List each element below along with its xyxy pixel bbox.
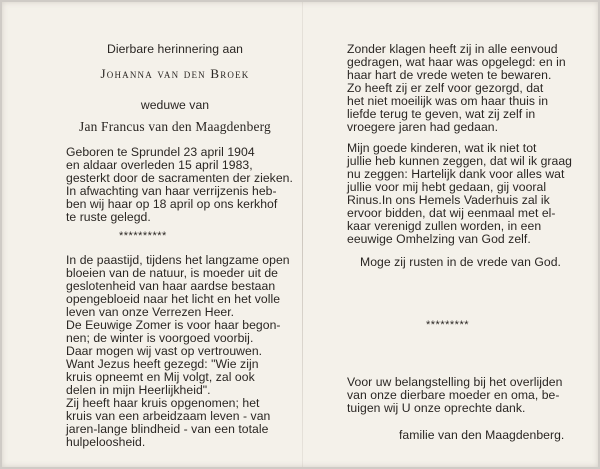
text-line: haar hart de vrede weten te bewaren.: [347, 68, 552, 82]
text-line: In de paastijd, tijdens het langzame open: [66, 253, 290, 267]
text-line: vroegere jaren had gedaan.: [347, 120, 499, 134]
text-line: bloeien van de natuur, is moeder uit de: [66, 266, 278, 280]
text-line: nen; de winter is voorgoed voorbij.: [66, 331, 254, 345]
text-line: tuigen wij U onze oprechte dank.: [347, 401, 526, 415]
text-line: Rinus.In ons Hemels Vaderhuis zal ik: [347, 193, 550, 207]
text-line: Want Jezus heeft gezegd: "Wie zijn: [66, 357, 259, 371]
prayer-text: Moge zij rusten in de vrede van God.: [360, 255, 561, 269]
widow-text: weduwe van: [140, 98, 210, 112]
bio-line: In afwachting van haar verrijzenis heb-: [66, 184, 277, 198]
text-line: kruis van een arbeidzaam leven - van: [66, 409, 271, 423]
text-line: het niet moeilijk was om haar thuis in: [347, 94, 549, 108]
text-line: delen in mijn Heerlijkheid".: [66, 383, 211, 397]
memorial-card: [2, 2, 598, 467]
text-line: jullie heb kunnen zeggen, dat wil ik graag: [347, 154, 573, 168]
husband-name: Jan Francus van den Maagdenberg: [79, 119, 271, 134]
bio-line: Geboren te Sprundel 23 april 1904: [66, 145, 255, 159]
text-line: eeuwige Omhelzing van God zelf.: [347, 232, 531, 246]
text-line: liefde terug te geven, wat zij zelf in: [347, 107, 536, 121]
text-line: jullie voor mij hebt gedaan, gij vooral: [347, 180, 547, 194]
divider-stars: **********: [119, 230, 167, 242]
bio-line: ben wij haar op 18 april op ons kerkhof: [66, 197, 278, 211]
bio-line: en aldaar overleden 15 april 1983,: [66, 158, 253, 172]
text-line: nu zeggen: Hartelijk dank voor alles wat: [347, 167, 565, 181]
text-line: kaar verenigd zullen worden, in een: [347, 219, 542, 233]
text-line: hulpeloosheid.: [66, 435, 146, 449]
text-line: leven van onze Verrezen Heer.: [66, 305, 235, 319]
text-line: Daar mogen wij vast op vertrouwen.: [66, 344, 263, 358]
text-line: van onze dierbare moeder en oma, be-: [347, 388, 560, 402]
intro-text: Dierbare herinnering aan: [106, 42, 244, 56]
text-line: ervoor bidden, dat wij eenmaal met el-: [347, 206, 556, 220]
text-line: Voor uw belangstelling bij het overlijden: [347, 375, 563, 389]
divider-stars: *********: [426, 319, 470, 331]
bio-line: te ruste gelegd.: [66, 210, 151, 224]
family-signature: familie van den Maagdenberg.: [399, 428, 565, 442]
text-line: Zonder klagen heeft zij in alle eenvoud: [347, 42, 558, 56]
text-line: Mijn goede kinderen, wat ik niet tot: [347, 141, 537, 155]
text-line: De Eeuwige Zomer is voor haar begon-: [66, 318, 281, 332]
text-line: Zij heeft haar kruis opgenomen; het: [66, 396, 260, 410]
text-line: opengebloeid naar het licht en het volle: [66, 292, 281, 306]
deceased-name: Johanna van den Broek: [100, 66, 250, 81]
bio-line: gesterkt door de sacramenten der zieken.: [66, 171, 293, 185]
text-line: Zo heeft zij er zelf voor gezorgd, dat: [347, 81, 544, 95]
text-line: gedragen, wat haar was opgelegd: en in: [347, 55, 566, 69]
card-fold-line: [302, 2, 303, 467]
text-line: jaren-lange blindheid - van een totale: [66, 422, 269, 436]
text-line: kruis opneemt en Mij volgt, zal ook: [66, 370, 255, 384]
text-line: geslotenheid van haar aardse bestaan: [66, 279, 276, 293]
